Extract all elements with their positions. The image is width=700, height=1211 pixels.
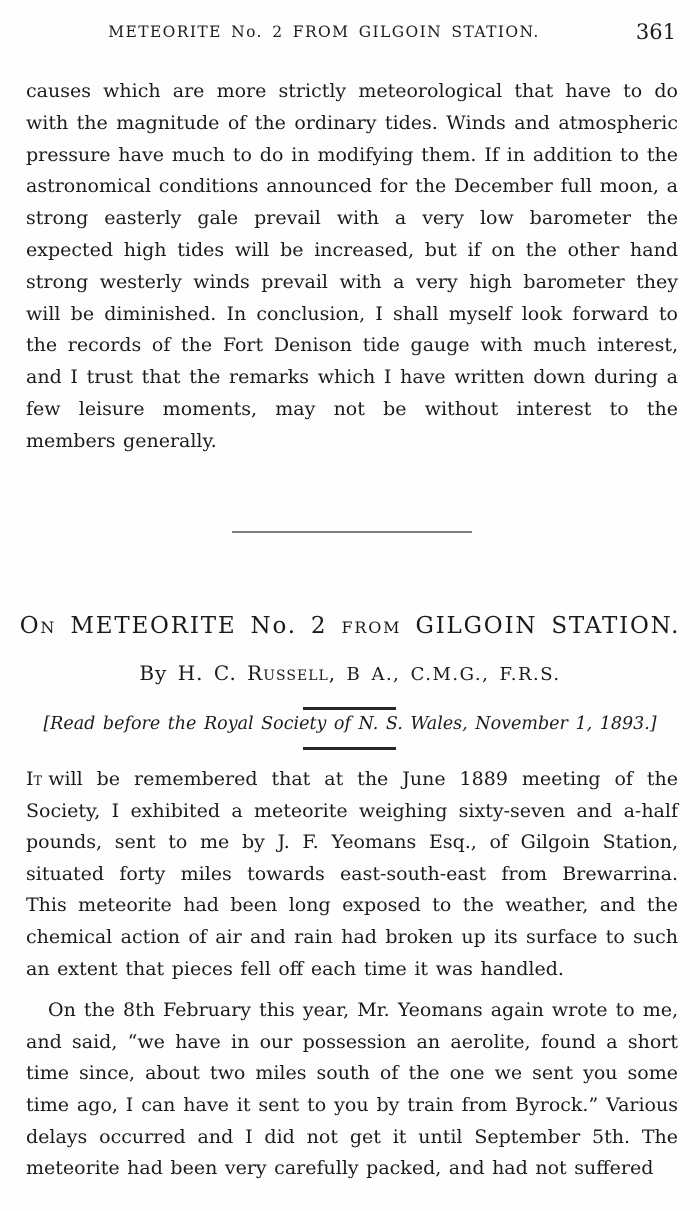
article-title-connector: from	[341, 613, 402, 639]
page-header-row	[0, 20, 700, 50]
byline-rule-top	[303, 707, 396, 710]
article-title	[0, 613, 700, 639]
byline-rule-bottom	[303, 747, 396, 750]
running-header: METEORITE No. 2 FROM GILGOIN STATION.	[108, 23, 540, 41]
article-title-lead: On	[19, 613, 57, 639]
article-title-part2: GILGOIN STATION.	[415, 613, 681, 639]
byline-author: H. C. Russell,	[177, 661, 337, 685]
read-before-note: [Read before the Royal Society of N. S. Wales, November 1, 1893.]	[43, 714, 657, 734]
section-divider-rule	[232, 531, 472, 533]
paragraph-tides-conclusion: causes which are more strictly meteorological that have to do with the magnitude of the ordinary tides. Winds and atmospheric pressure have much to do in modifying them. If in addition to the astronomical conditions announced for the December full moon, a strong easterly gale prevail with a very low barometer the expected high tides will be increased, but if on the other hand strong westerly winds prevail with a very high barometer they will be diminished. In conclusion, I shall myself look forward to the records of the Fort Denison tide gauge with much interest, and I trust that the remarks which I have written down during a few leisure moments, may not be without interest to the members generally.	[26, 80, 678, 452]
paragraph-text: will be remembered that at the June 1889 meeting of the Society, I exhibited a meteorite weighing sixty-seven and a-half pounds, sent to me by J. F. Yeomans Esq., of Gilgoin Station, situated forty miles towards east-south-east from Brewarrina. This meteorite had been long exposed to the weather, and the chemical action of air and rain had broken up its surface to such an extent that pieces fell off each time it was handled.	[26, 768, 678, 980]
continued-article-text	[26, 76, 678, 458]
article-byline	[0, 661, 700, 685]
article-body	[26, 764, 678, 1185]
paragraph-lead-smallcaps: It	[26, 768, 43, 790]
page-number: 361	[635, 20, 676, 44]
article-title-part1: METEORITE No. 2	[70, 613, 328, 639]
article-paragraph-1	[26, 764, 678, 985]
byline-honours: B A., C.M.G., F.R.S.	[346, 664, 561, 685]
article-paragraph-2	[26, 995, 678, 1185]
paragraph-text: On the 8th February this year, Mr. Yeomans again wrote to me, and said, “we have in our possession an aerolite, found a short time since, about two miles south of the one we sent you some time ago, I can have it sent to you by train from Byrock.” Various delays occurred and I did not get it until September 5th. The meteorite had been very carefully packed, and had not suffered	[26, 999, 678, 1180]
byline-by: By	[139, 661, 168, 685]
